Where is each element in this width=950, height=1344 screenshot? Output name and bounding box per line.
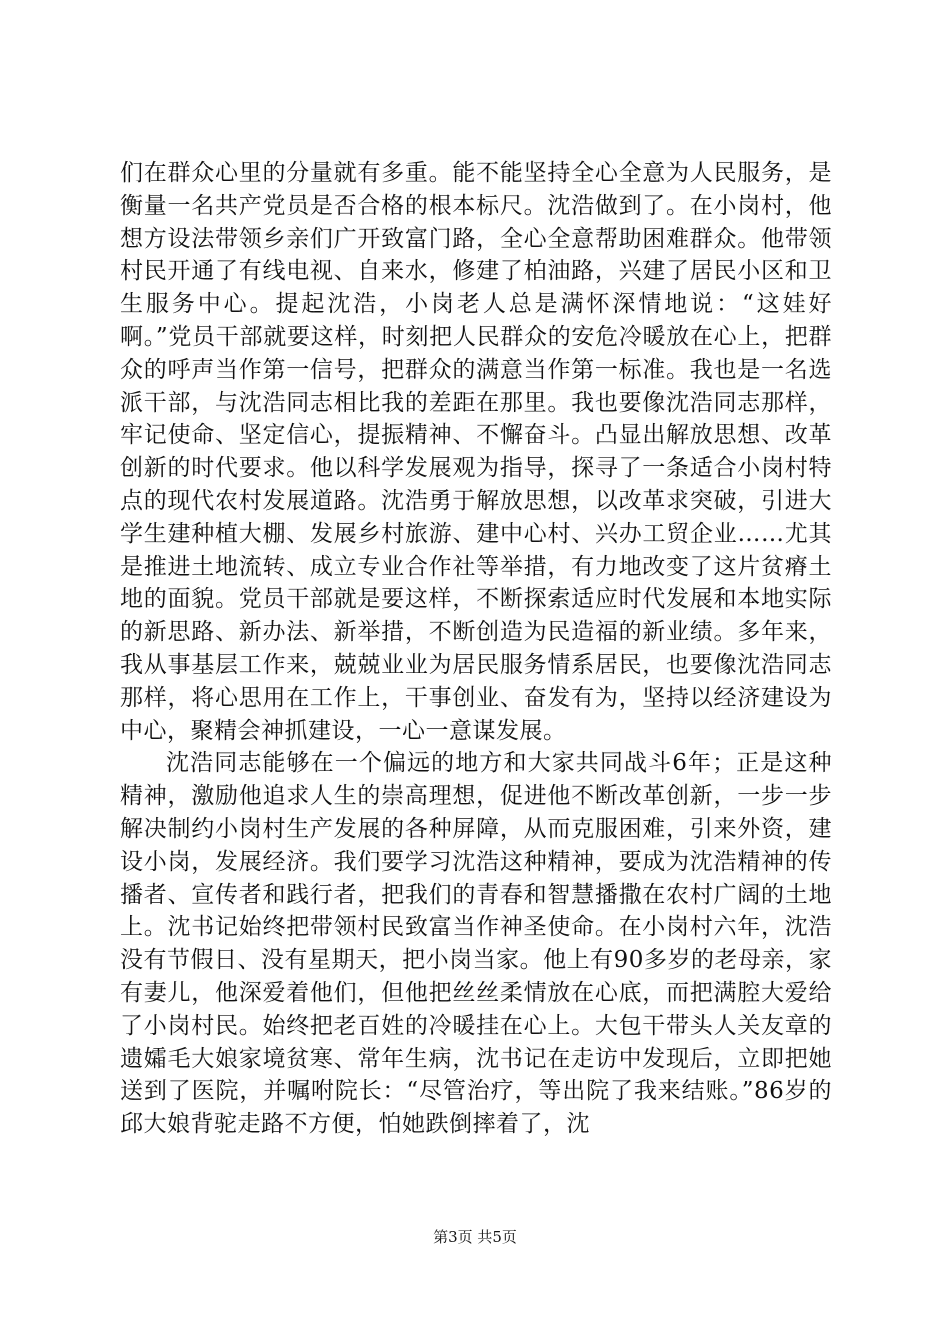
paragraph-continued: 们在群众心里的分量就有多重。能不能坚持全心全意为人民服务，是衡量一名共产党员是否合格的根本标尺。沈浩做到了。在小岗村，他想方设法带领乡亲们广开致富门路，全心全意帮助困难群众。他带领村民开通了有线电视、自来水，修建了柏油路，兴建了居民小区和卫生服务中心。提起沈浩，小岗老人总是满怀深情地说：“这娃好啊。”党员干部就要这样，时刻把人民群众的安危冷暖放在心上，把群众的呼声当作第一信号，把群众的满意当作第一标准。我也是一名选派干部，与沈浩同志相比我的差距在那里。我也要像沈浩同志那样，牢记使命、坚定信心，提振精神、不懈奋斗。凸显出解放思想、改革创新的时代要求。他以科学发展观为指导，探寻了一条适合小岗村特点的现代农村发展道路。沈浩勇于解放思想，以改革求突破，引进大学生建种植大棚、发展乡村旅游、建中心村、兴办工贸企业……尤其是推进土地流转、成立专业合作社等举措，有力地改变了这片贫瘠土地的面貌。党员干部就是要这样，不断探索适应时代发展和本地实际的新思路、新办法、新举措，不断创造为民造福的新业绩。多年来，我从事基层工作来，兢兢业业为居民服务情系居民，也要像沈浩同志那样，将心思用在工作上，干事创业、奋发有为，坚持以经济建设为中心，聚精会神抓建设，一心一意谋发展。 xyxy=(120,160,832,744)
paragraph: 沈浩同志能够在一个偏远的地方和大家共同战斗6年；正是这种精神，激励他追求人生的崇高理想，促进他不断改革创新，一步一步解决制约小岗村生产发展的各种屏障，从而克服困难，引来外资，建设小岗，发展经济。我们要学习沈浩这种精神，要成为沈浩精神的传播者、宣传者和践行者，把我们的青春和智慧播撒在农村广阔的土地上。沈书记始终把带领村民致富当作神圣使命。在小岗村六年，沈浩没有节假日、没有星期天，把小岗当家。他上有90多岁的老母亲，家有妻儿，他深爱着他们，但他把丝丝柔情放在心底，而把满腔大爱给了小岗村民。始终把老百姓的冷暖挂在心上。大包干带头人关友章的遗孀毛大娘家境贫寒、常年生病，沈书记在走访中发现后，立即把她送到了医院，并嘱咐院长：“尽管治疗，等出院了我来结账。”86岁的邱大娘背驼走路不方便，怕她跌倒摔着了，沈 xyxy=(120,750,832,1138)
page-footer: 第3页 共5页 xyxy=(433,1228,517,1246)
body-text xyxy=(120,157,832,1141)
